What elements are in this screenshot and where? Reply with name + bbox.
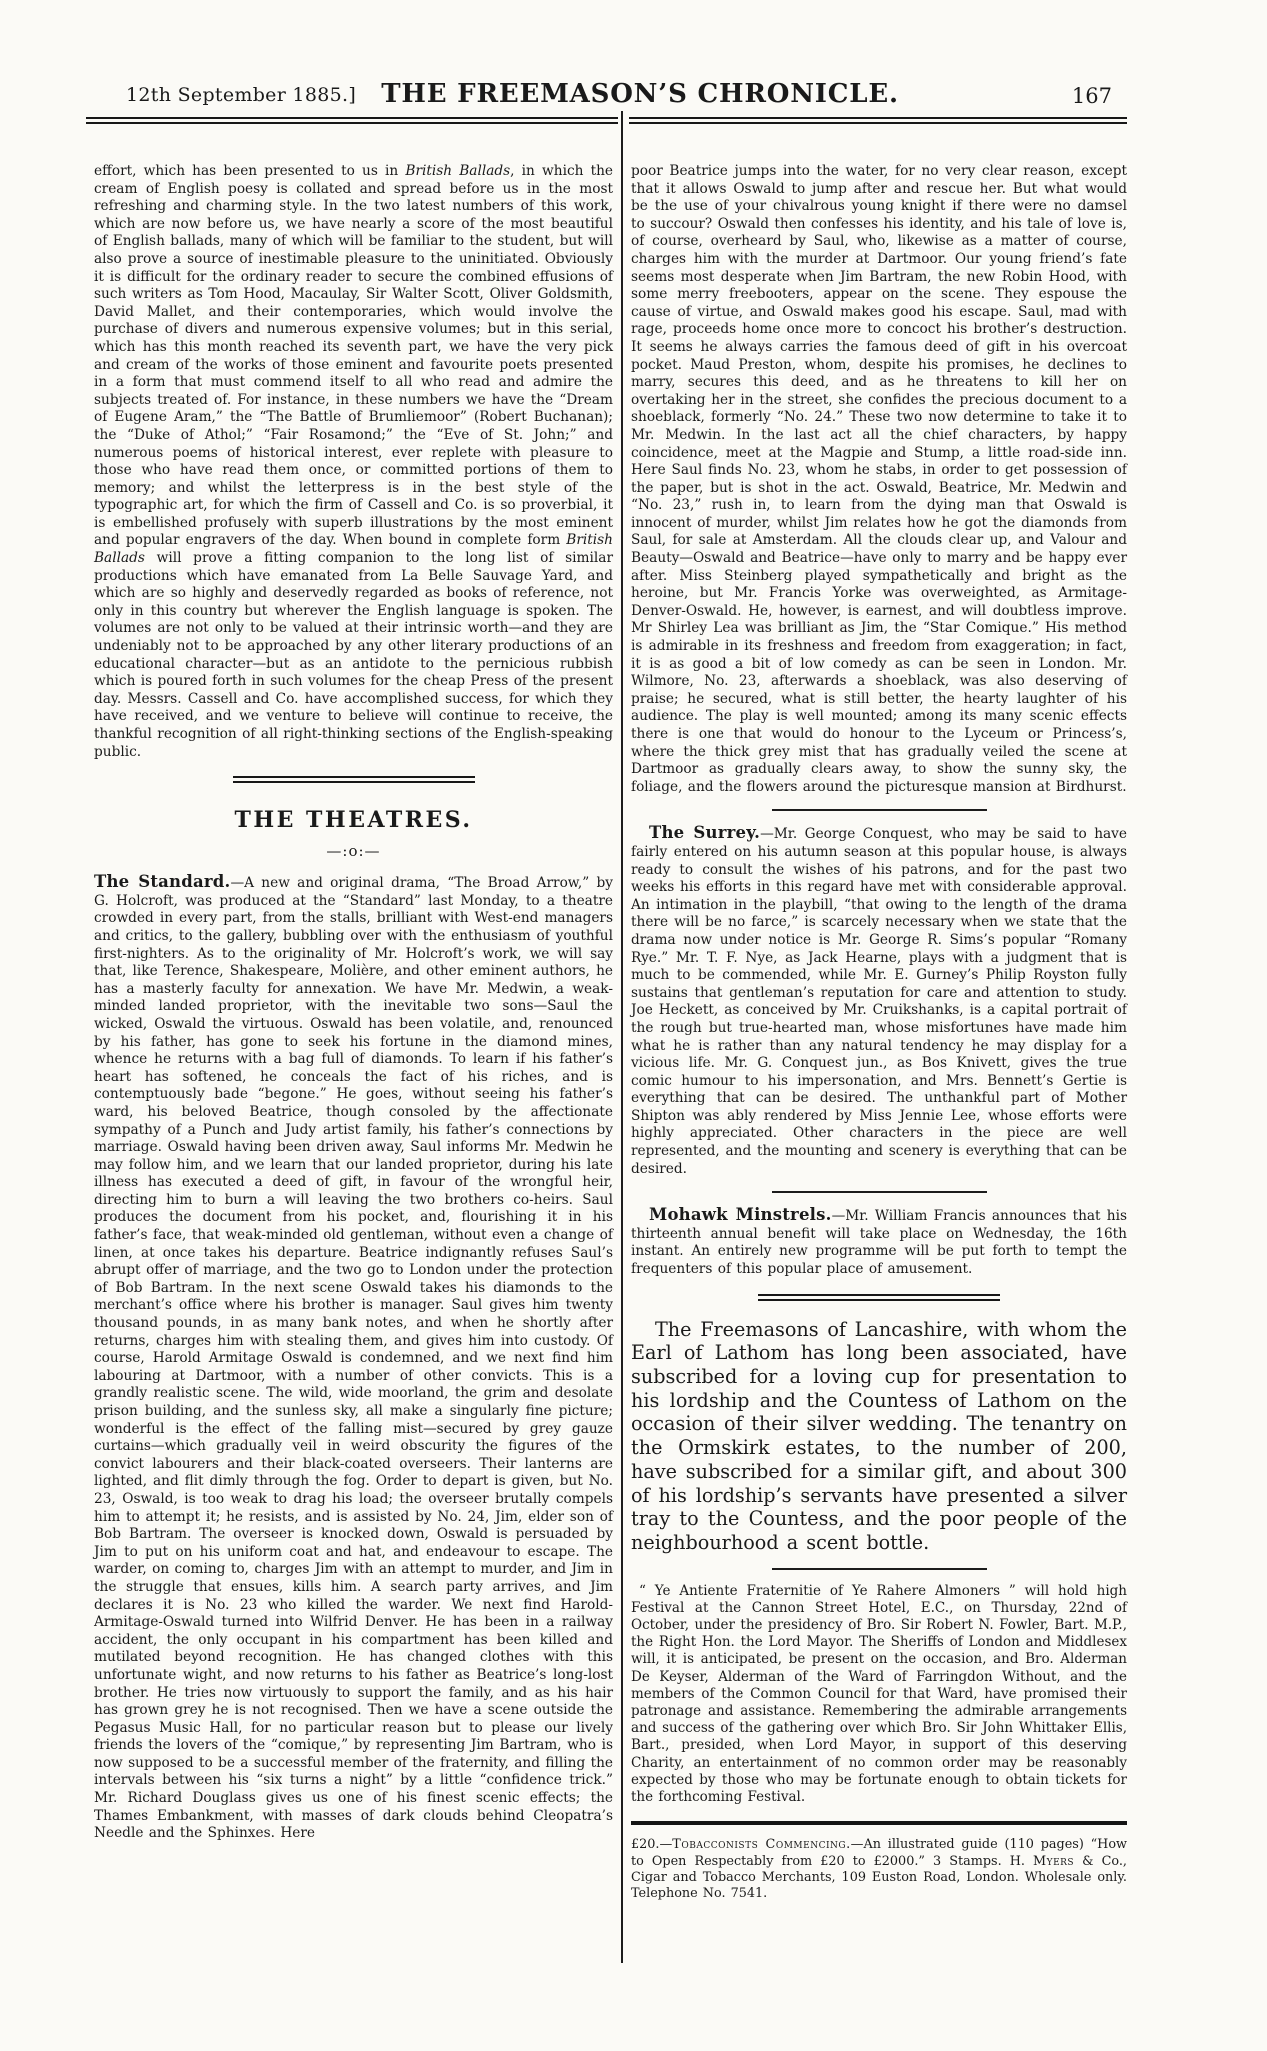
section-divider-double — [233, 776, 475, 783]
ballads-review-paragraph — [94, 163, 613, 761]
surrey-theatre-review — [631, 824, 1127, 1178]
masthead-title: THE FREEMASON’S CHRONICLE. — [381, 79, 899, 109]
theatres-section-heading: THE THEATRES. — [234, 807, 473, 834]
review-italic-title-2: British Ballads — [94, 532, 613, 567]
advert-title-smallcaps: Tobacconists Commencing. — [672, 1837, 851, 1853]
standard-theatre-review — [94, 873, 613, 1843]
review-text-2: , in which the cream of English poesy is collated and spread before us in the most refreshing and charming style. In the two latest numbers of this work, which are now before us, we have nearly a score of the most beautiful of English ballads, many of which will be familiar to the student, but will also prove a source of inestimable pleasure to the uninitiated. Obviously it is difficult for the ordinary reader to secure the combined effusions of such writers as Tom Hood, Macaulay, Sir Walter Scott, Oliver Goldsmith, David Mallet, and their contemporaries, which would involve the purchase of divers and numerous expensive volumes; but in this serial, which has this month reached its seventh part, we have the very pick and cream of the works of those eminent and favourite poets presented in a form that must commend itself to all who read and admire the subjects treated of. For instance, in these numbers we have the “Dream of Eugene Aram,” the “The Battle of Brumliemoor” (Robert Buchanan); the “Duke of Athol;” “Fair Rosamond;” the “Eve of St. John;” and numerous poems of historical interest, ever replete with pleasure to those who have read them once, or committed portions of them to memory; and whilst the letterpress is in the best style of the typographic art, for which the firm of Cassell and Co. is so proverbial, it is embellished profusely with superb illustrations by the most eminent and popular engravers of the day. When bound in complete form — [94, 163, 613, 549]
advert-body-2: & Co., Cigar and Tobacco Merchants, 109 Euston Road, London. Wholesale only. Telephone No. 7541. — [631, 1853, 1127, 1901]
mohawk-notice-lead: Mohawk Minstrels. — [649, 1205, 832, 1225]
theatres-ornament: —:o:— — [326, 842, 381, 861]
section-divider-single — [772, 1568, 987, 1570]
mohawk-notice-body: —Mr. William Francis announces that his thirteenth annual benefit will take place on Wednesday, the 16th instant. An entirely new programme will be put forth to tempt the frequenters of this popular place of amusement. — [631, 1208, 1128, 1278]
page-number: 167 — [1071, 84, 1112, 108]
standard-review-body: —A new and original drama, “The Broad Arrow,” by G. Holcroft, was produced at the “Standard” last Monday, to a theatre crowded in every part, from the stalls, brilliant with West-end managers and critics, to the gallery, bubbling over with the enthusiasm of youthful first-nighters. As to the originality of Mr. Holcroft’s work, we will say that, like Terence, Shakespeare, Molière, and other eminent authors, he has a masterly faculty for annexation. We have Mr. Medwin, a weak-minded landed proprietor, with the inevitable two sons—Saul the wicked, Oswald the virtuous. Oswald has been volatile, and, renounced by his father, has gone to seek his fortune in the diamond mines, whence he returns with a bag full of diamonds. To learn if his father’s heart has softened, he conceals the fact of his riches, and is contemptuously bade “begone.” He goes, without seeing his father’s ward, his beloved Beatrice, though consoled by the affectionate sympathy of a Punch and Judy artist family, his father’s connections by marriage. Oswald having been driven away, Saul informs Mr. Medwin he may follow him, and we learn that our landed proprietor, during his late illness has executed a deed of gift, in favour of the wrongful heir, directing him to burn a will leaving the two brothers co-heirs. Saul produces the document from his pocket, and, flourishing it in his father’s face, that weak-minded old gentleman, without even a change of linen, at once takes his departure. Beatrice indignantly refuses Saul’s abrupt offer of marriage, and the two go to London under the protection of Bob Bartram. In the next scene Oswald takes his diamonds to the merchant’s office where his brother is manager. Saul gives him twenty thousand pounds, in as many bank notes, and when he shortly after returns, charges him with stealing them, and gives him into custody. Of course, Harold Armitage Oswald is condemned, and we next find him labouring at Dartmoor, with a number of other convicts. This is a grandly realistic scene. The wild, wide moorland, the grim and desolate prison building, and the sunless sky, all make a singularly fine picture; wonderful is the effect of the falling mist—secured by grey gauze curtains—which gradually veil in weird obscurity the figures of the convict labourers and their black-coated overseers. Their lanterns are lighted, and flit dimly through the fog. Order to depart is given, but No. 23, Oswald, is too weak to drag his load; the overseer brutally compels him to attempt it; he resists, and is assisted by No. 24, Jim, elder son of Bob Bartram. The overseer is knocked down, Oswald is persuaded by Jim to put on his uniform coat and hat, and endeavour to escape. The warder, on coming to, charges Jim with an attempt to murder, and Jim in the struggle that ensues, kills him. A search party arrives, and Jim declares it is No. 23 who killed the warder. We next find Harold-Armitage-Oswald turned into Wilfrid Denver. He has been in a railway accident, the only occupant in his compartment has been killed and mutilated beyond recognition. He has changed clothes with this unfortunate wight, and now returns to his father as Beatrice’s long-lost brother. He tries now virtuously to support the family, and as his hair has grown grey he is not recognised. Then we have a scene outside the Pegasus Music Hall, for no particular reason but to please our lively friends the lovers of the “comique,” by representing Jim Bartram, who is now supposed to be a successful member of the fraternity, and filling the intervals between his “six turns a night” by a little “confidence trick.” Mr. Richard Douglass gives us one of his finest scenic effects; the Thames Embankment, with masses of dark clouds behind Cleopatra’s Needle and the Sphinxes. Here — [94, 875, 613, 1842]
column-left — [94, 163, 613, 1843]
standard-review-continuation: poor Beatrice jumps into the water, for no very clear reason, except that it allows Oswald to jump after and rescue her. But what would be the use of your chivalrous young knight if there were no damsel to succour? Oswald then confesses his identity, and his tale of love is, of course, overheard by Saul, who, likewise as a matter of course, charges him with the murder at Dartmoor. Our young friend’s fate seems most desperate when Jim Bartram, the new Robin Hood, with some merry freebooters, appear on the scene. They espouse the cause of virtue, and Oswald makes good his escape. Saul, mad with rage, proceeds home once more to concoct his brother’s destruction. It seems he always carries the famous deed of gift in his overcoat pocket. Maud Preston, whom, despite his promises, he declines to marry, secures this deed, and as he threatens to kill her on overtaking her in the street, she confides the precious document to a shoeblack, formerly “No. 24.” These two now determine to take it to Mr. Medwin. In the last act all the chief characters, by happy coincidence, meet at the Magpie and Stump, a little road-side inn. Here Saul finds No. 23, whom he stabs, in order to get possession of the paper, but is shot in the act. Oswald, Beatrice, Mr. Medwin and “No. 23,” rush in, to learn from the dying man that Oswald is innocent of murder, whilst Jim relates how he got the diamonds from Saul, for sale at Amsterdam. All the clouds clear up, and Valour and Beauty—Oswald and Beatrice—have only to marry and be happy ever after. Miss Steinberg played sympathetically and bright as the heroine, but Mr. Francis Yorke was overweighted, as Armitage-Denver-Oswald. He, however, is earnest, and will doubtless improve. Mr Shirley Lea was brilliant as Jim, the “Star Comique.” His method is admirable in its freshness and freedom from exaggeration; in fact, it is as good a bit of low comedy as can be seen in London. Mr. Wilmore, No. 23, afterwards a shoeblack, was also deserving of praise; he secured, what is still better, the hearty laughter of his audience. The play is well mounted; among its many scenic effects there is one that would do honour to the Lyceum or Princess’s, where the thick grey mist that has gradually veiled the scene at Dartmoor as gradually clears away, to show the sunny sky, the foliage, and the flowers around the picturesque mansion at Birdhurst. — [631, 163, 1127, 795]
issue-date: 12th September 1885.] — [126, 84, 357, 106]
tobacconists-advert — [631, 1837, 1127, 1902]
standard-review-lead: The Standard. — [94, 872, 231, 892]
advert-separator-rule — [631, 1821, 1127, 1825]
advert-price: £20.— — [631, 1837, 673, 1853]
review-italic-title-1: British Ballads — [405, 163, 511, 179]
section-divider-single — [772, 809, 987, 811]
almoners-festival-notice: “ Ye Antiente Fraternitie of Ye Rahere Almoners ” will hold high Festival at the Cannon Street Hotel, E.C., on Thursday, 22nd of October, under the presidency of Bro. Sir Robert N. Fowler, Bart. M.P., the Right Hon. the Lord Mayor. The Sheriffs of London and Middlesex will, it is anticipated, be present on the occasion, and Bro. Alderman De Keyser, Alderman of the Ward of Farringdon Without, and the members of the Common Council for that Ward, have promised their patronage and assistance. Remembering the admirable arrangements and success of the gathering over which Bro. Sir John Whittaker Ellis, Bart., presided, when Lord Mayor, in support of this deserving Charity, an entertainment of no common order may be reasonably expected by those who may be fortunate enough to obtain tickets for the forthcoming Festival. — [631, 1582, 1127, 1806]
advert-merchant-name: Myers — [1033, 1853, 1075, 1869]
surrey-review-body: —Mr. George Conquest, who may be said to have fairly entered on his autumn season at this popular house, is always ready to consult the wishes of his patrons, and for the past two weeks his efforts in this regard have met with considerable approval. An intimation in the playbill, “that owing to the length of the drama there will be no farce,” is scarcely necessary when we state that the drama now under notice is Mr. George R. Sims’s popular “Romany Rye.” Mr. T. F. Nye, as Jack Hearne, plays with a judgment that is much to be commended, while Mr. E. Gurney’s Philip Royston fully sustains that gentleman’s reputation for care and attention to study. Joe Heckett, as conceived by Mr. Cruikshanks, is a capital portrait of the rough but true-hearted man, whose misfortunes have made him what he is rather than any natural tendency he may display for a vicious life. Mr. G. Conquest jun., as Bos Knivett, gives the true comic humour to his impersonation, and Mrs. Bennett’s Gertie is everything that can be desired. The unthankful part of Mother Shipton was ably rendered by Miss Jennie Lee, whose efforts were highly appreciated. Other characters in the piece are well represented, and the mounting and scenery is everything that can be desired. — [631, 826, 1128, 1177]
column-divider-rule — [621, 111, 623, 1963]
header-rule-left — [86, 117, 618, 124]
review-text-1: effort, which has been presented to us in — [94, 163, 406, 179]
mohawk-minstrels-notice — [631, 1206, 1127, 1278]
column-right — [631, 163, 1127, 1902]
review-text-3: will prove a fitting companion to the long list of similar productions which have emanated from La Belle Sauvage Yard, and which are so highly and deservedly regarded as books of reference, not only in this country but wherever the English language is spoken. The volumes are not only to be valued at their intrinsic worth—and they are undeniably not to be approached by any other literary productions of an educational character—but as an antidote to the pernicious rubbish which is poured forth in such volumes for the cheap Press of the present day. Messrs. Cassell and Co. have accomplished success, for which they have received, and we venture to believe will continue to receive, the thankful recognition of all right-thinking sections of the English-speaking public. — [94, 550, 613, 760]
header-rule-right — [629, 117, 1127, 124]
surrey-review-lead: The Surrey. — [649, 823, 761, 843]
section-divider-double — [758, 1294, 1000, 1301]
advert-body-1: —An illustrated guide (110 pages) “How to Open Respectably from £20 to £2000.” 3 Stamps. H. — [631, 1837, 1127, 1869]
section-divider-single — [772, 1191, 987, 1193]
lancashire-freemasons-note: The Freemasons of Lancashire, with whom the Earl of Lathom has long been associated, have subscribed for a loving cup for presentation to his lordship and the Countess of Lathom on the occasion of their silver wedding. The tenantry on the Ormskirk estates, to the number of 200, have subscribed for a similar gift, and about 300 of his lordship’s servants have presented a silver tray to the Countess, and the poor people of the neighbourhood a scent bottle. — [631, 1317, 1127, 1554]
